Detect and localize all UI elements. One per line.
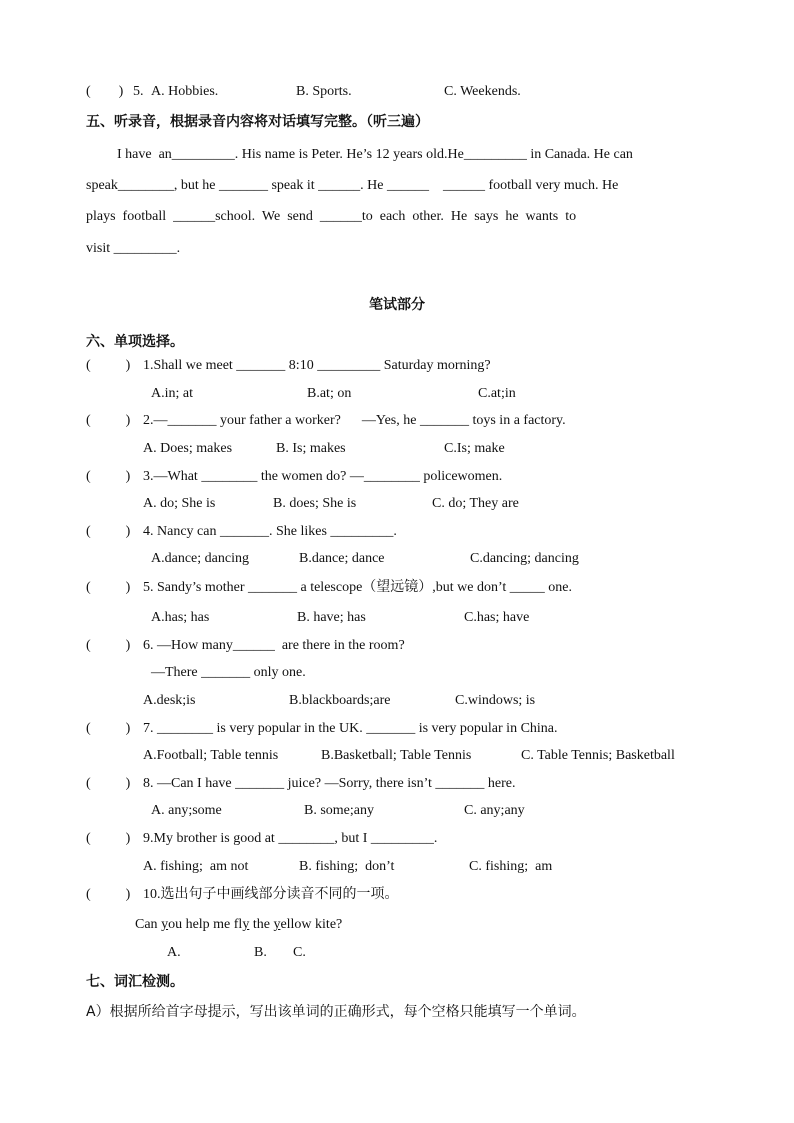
- q3-option-a: A. do; She is: [143, 496, 216, 511]
- section5-line-1: I have an_________. His name is Peter. He’s 12 years old.He_________ in Canada. He can: [117, 147, 633, 162]
- q6-option-b: B.blackboards;are: [289, 693, 391, 708]
- q5-option-c: C.has; have: [464, 610, 530, 625]
- q6-option-c: C.windows; is: [455, 693, 536, 708]
- q1-question: 1.Shall we meet _______ 8:10 _________ Saturday morning?: [143, 358, 491, 373]
- q10-underlined-a: y: [161, 917, 169, 932]
- top-item-option-b: B. Sports.: [296, 84, 352, 99]
- q3-option-c: C. do; They are: [432, 496, 519, 511]
- q6-answer-paren: ( ): [86, 638, 131, 653]
- q4-option-c: C.dancing; dancing: [470, 551, 579, 566]
- top-item-option-a: A. Hobbies.: [151, 84, 219, 99]
- q2-question: 2.—_______ your father a worker? —Yes, he _______ toys in a factory.: [143, 413, 566, 428]
- q1-option-a: A.in; at: [151, 386, 193, 401]
- section5-title: 五、听录音，根据录音内容将对话填写完整。（听三遍）: [86, 114, 429, 130]
- q10-option-c: C.: [293, 945, 306, 960]
- q10-answer-paren: ( ): [86, 887, 131, 902]
- top-item-option-c: C. Weekends.: [444, 84, 521, 99]
- q8-answer-paren: ( ): [86, 776, 131, 791]
- q2-option-c: C.Is; make: [444, 441, 505, 456]
- q6-question: 6. —How many______ are there in the room?: [143, 638, 405, 653]
- q6-option-a: A.desk;is: [143, 693, 196, 708]
- q5-option-a: A.has; has: [151, 610, 210, 625]
- q10-underlined-b: y: [242, 917, 250, 932]
- q4-option-b: B.dance; dance: [299, 551, 385, 566]
- top-item-paren: ( ): [86, 84, 124, 99]
- q2-answer-paren: ( ): [86, 413, 131, 428]
- q1-answer-paren: ( ): [86, 358, 131, 373]
- q8-question: 8. —Can I have _______ juice? —Sorry, there isn’t _______ here.: [143, 776, 516, 791]
- q8-option-b: B. some;any: [304, 803, 374, 818]
- written-part-heading: 笔试部分: [369, 297, 425, 313]
- q4-option-a: A.dance; dancing: [151, 551, 249, 566]
- q9-option-c: C. fishing; am: [469, 859, 553, 874]
- q2-option-b: B. Is; makes: [276, 441, 346, 456]
- q7-answer-paren: ( ): [86, 721, 131, 736]
- q5-answer-paren: ( ): [86, 580, 131, 595]
- q8-option-c: C. any;any: [464, 803, 525, 818]
- q3-answer-paren: ( ): [86, 469, 131, 484]
- q4-question: 4. Nancy can _______. She likes _________.: [143, 524, 397, 539]
- q8-option-a: A. any;some: [151, 803, 222, 818]
- top-item-number: 5.: [133, 84, 144, 99]
- q5-question: 5. Sandy’s mother _______ a telescope（望远镜）,but we don’t _____ one.: [143, 580, 573, 595]
- q10-sentence-mid1: ou help me fl: [168, 917, 243, 932]
- q9-answer-paren: ( ): [86, 831, 131, 846]
- q9-option-b: B. fishing; don’t: [299, 859, 395, 874]
- q1-option-c: C.at;in: [478, 386, 516, 401]
- q9-question: 9.My brother is good at ________, but I _________.: [143, 831, 438, 846]
- section7-subsection-a: A）根据所给首字母提示，写出该单词的正确形式，每个空格只能填写一个单词。: [86, 1004, 586, 1020]
- q10-option-a: A.: [167, 945, 181, 960]
- q10-sentence-post: ellow kite?: [280, 917, 343, 932]
- q10-sentence: [135, 916, 342, 934]
- q7-option-b: B.Basketball; Table Tennis: [321, 748, 472, 763]
- q10-sentence-pre: Can: [135, 917, 162, 932]
- q10-question: 10.选出句子中画线部分读音不同的一项。: [143, 887, 399, 902]
- q10-sentence-mid2: the: [249, 917, 274, 932]
- section5-line-2: speak________, but he _______ speak it ______. He ______ ______ football very much. He: [86, 178, 619, 193]
- q7-question: 7. ________ is very popular in the UK. _______ is very popular in China.: [143, 721, 558, 736]
- q7-option-c: C. Table Tennis; Basketball: [521, 748, 675, 763]
- q2-option-a: A. Does; makes: [143, 441, 233, 456]
- section6-title: 六、单项选择。: [86, 334, 184, 350]
- q5-option-b: B. have; has: [297, 610, 366, 625]
- q9-option-a: A. fishing; am not: [143, 859, 249, 874]
- q7-option-a: A.Football; Table tennis: [143, 748, 279, 763]
- section5-line-4: visit _________.: [86, 241, 181, 256]
- q10-option-b: B.: [254, 945, 267, 960]
- q6-question-reply: —There _______ only one.: [151, 665, 306, 680]
- q4-answer-paren: ( ): [86, 524, 131, 539]
- q10-underlined-c: y: [273, 917, 281, 932]
- section7-title: 七、词汇检测。: [86, 974, 184, 990]
- q3-question: 3.—What ________ the women do? —________ policewomen.: [143, 469, 503, 484]
- q3-option-b: B. does; She is: [273, 496, 357, 511]
- section5-line-3: plays football ______school. We send ______to each other. He says he wants to: [86, 209, 577, 224]
- q1-option-b: B.at; on: [307, 386, 352, 401]
